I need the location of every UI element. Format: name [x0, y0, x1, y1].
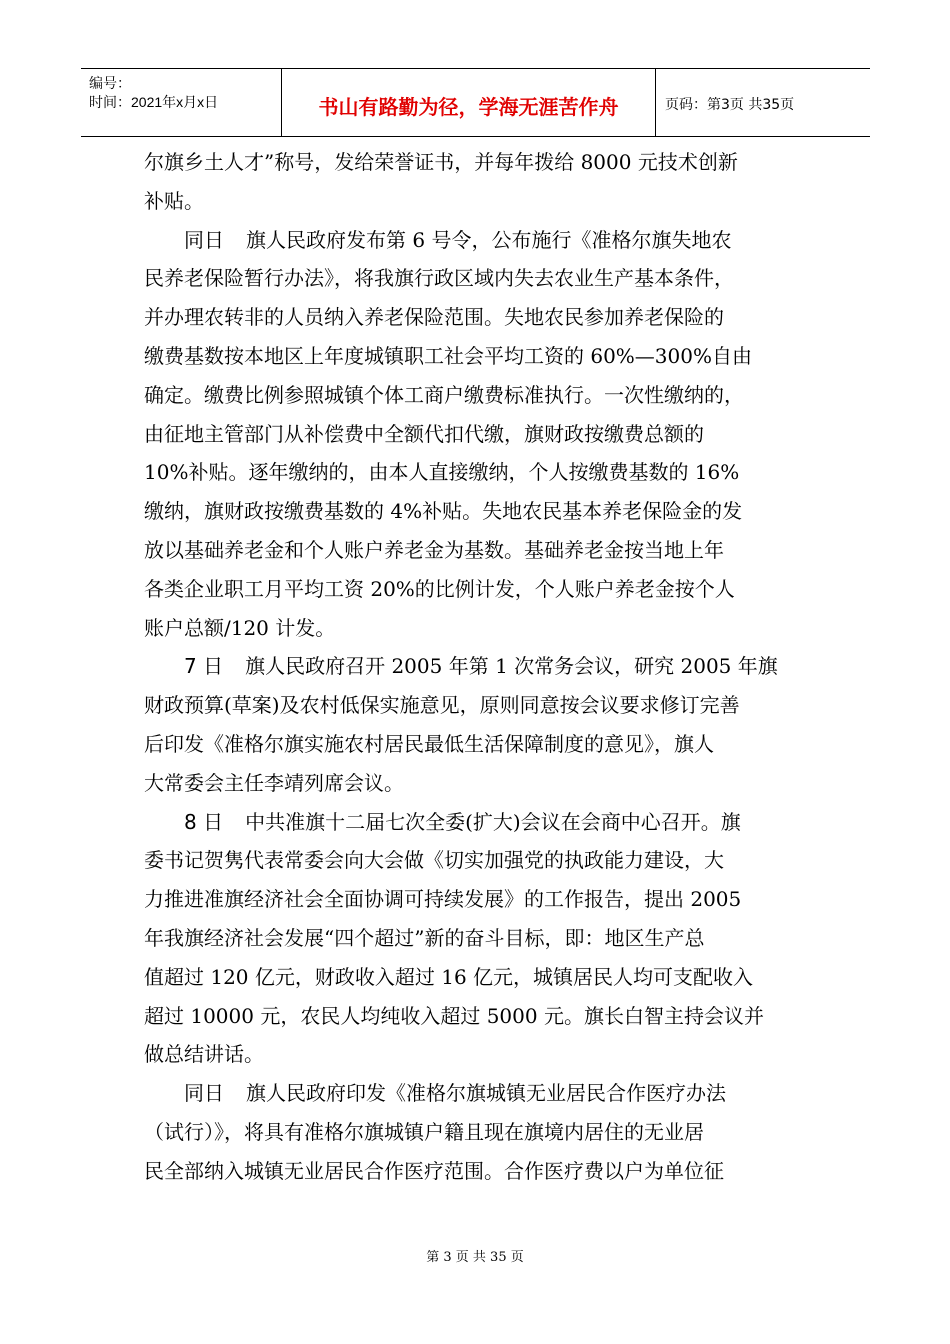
paragraph-line [184, 228, 731, 252]
header-meta [81, 69, 282, 136]
paragraph-line [144, 616, 335, 640]
line-text: 财政预算(草案)及农村低保实施意见，原则同意按会议要求修订完善 [144, 693, 740, 717]
paragraph-line [184, 654, 778, 678]
paragraph-line [144, 1120, 704, 1144]
line-text: 民全部纳入城镇无业居民合作医疗范围。合作医疗费以户为单位征 [144, 1159, 724, 1183]
line-text: 超过 10000 元，农民人均纯收入超过 5000 元。旗长白智主持会议并 [144, 1004, 764, 1028]
paragraph-line [144, 926, 704, 950]
header-motto-cell [282, 69, 656, 136]
motto: 书山有路勤为径，学海无涯苦作舟 [318, 95, 619, 119]
line-text: 由征地主管部门从补偿费中全额代扣代缴，旗财政按缴费总额的 [144, 422, 704, 446]
line-text: 各类企业职工月平均工资 20%的比例计发，个人账户养老金按个人 [144, 577, 735, 601]
paragraph-line [144, 1042, 264, 1066]
line-text: 并办理农转非的人员纳入养老保险范围。失地农民参加养老保险的 [144, 305, 724, 329]
paragraph-line [144, 693, 740, 717]
paragraph-line [144, 732, 714, 756]
paragraph-line [144, 577, 735, 601]
line-text: 中共准旗十二届七次全委(扩大)会议在会商中心召开。旗 [245, 810, 741, 834]
line-text: 大常委会主任李靖列席会议。 [144, 771, 404, 795]
paragraph-line [144, 771, 404, 795]
paragraph-line [144, 422, 704, 446]
entry-date: 同日 [184, 1081, 224, 1105]
line-text: 力推进准旗经济社会全面协调可持续发展》的工作报告，提出 2005 [144, 887, 742, 911]
line-text: 缴纳，旗财政按缴费基数的 4%补贴。失地农民基本养老保险金的发 [144, 499, 743, 523]
paragraph-line [144, 150, 738, 174]
page-header [81, 68, 870, 137]
line-text: 补贴。 [144, 189, 204, 213]
paragraph-line [144, 189, 204, 213]
line-text: 委书记贺隽代表常委会向大会做《切实加强党的执政能力建设，大 [144, 848, 724, 872]
entry-date: 同日 [184, 228, 224, 252]
paragraph-line [144, 538, 724, 562]
line-text: 值超过 120 亿元，财政收入超过 16 亿元，城镇居民人均可支配收入 [144, 965, 754, 989]
time-label: 时间：2021年x月x日 [89, 94, 219, 110]
line-text: 确定。缴费比例参照城镇个体工商户缴费标准执行。一次性缴纳的， [144, 383, 744, 407]
paragraph-line [144, 266, 734, 290]
page-footer: 第 3 页 共 35 页 [426, 1250, 524, 1265]
paragraph-line [144, 344, 752, 368]
entry-date: 7 日 [184, 654, 224, 678]
paragraph-line [144, 965, 753, 989]
line-text: 后印发《准格尔旗实施农村居民最低生活保障制度的意见》，旗人 [144, 732, 714, 756]
line-text: 旗人民政府印发《准格尔旗城镇无业居民合作医疗办法 [246, 1081, 726, 1105]
line-text: 旗人民政府召开 2005 年第 1 次常务会议，研究 2005 年旗 [245, 654, 778, 678]
paragraph-line [184, 1081, 726, 1105]
line-text: 放以基础养老金和个人账户养老金为基数。基础养老金按当地上年 [144, 538, 724, 562]
paragraph-line [144, 1004, 764, 1028]
paragraph-line [144, 305, 724, 329]
page-info: 页码：第3页 共35页 [665, 97, 795, 113]
paragraph-line [184, 810, 741, 834]
paragraph-line [144, 460, 739, 484]
paragraph-line [144, 499, 742, 523]
paragraph-line [144, 383, 744, 407]
line-text: 尔旗乡土人才”称号，发给荣誉证书，并每年拨给 8000 元技术创新 [144, 150, 738, 174]
entry-date: 8 日 [184, 810, 224, 834]
header-page-cell [656, 69, 870, 136]
number-label: 编号： [89, 75, 131, 91]
line-text: 旗人民政府发布第 6 号令，公布施行《准格尔旗失地农 [246, 228, 732, 252]
line-text: 缴费基数按本地区上年度城镇职工社会平均工资的 60%—300%自由 [144, 344, 752, 368]
line-text: 民养老保险暂行办法》，将我旗行政区域内失去农业生产基本条件， [144, 266, 734, 290]
line-text: 年我旗经济社会发展“四个超过”新的奋斗目标，即：地区生产总 [144, 926, 705, 950]
line-text: 账户总额/120 计发。 [144, 616, 336, 640]
paragraph-line [144, 848, 724, 872]
line-text: （试行）》，将具有准格尔旗城镇户籍且现在旗境内居住的无业居 [144, 1120, 704, 1144]
line-text: 做总结讲话。 [144, 1042, 264, 1066]
paragraph-line [144, 887, 741, 911]
paragraph-line [144, 1159, 724, 1183]
line-text: 10%补贴。逐年缴纳的，由本人直接缴纳，个人按缴费基数的 16% [144, 460, 740, 484]
